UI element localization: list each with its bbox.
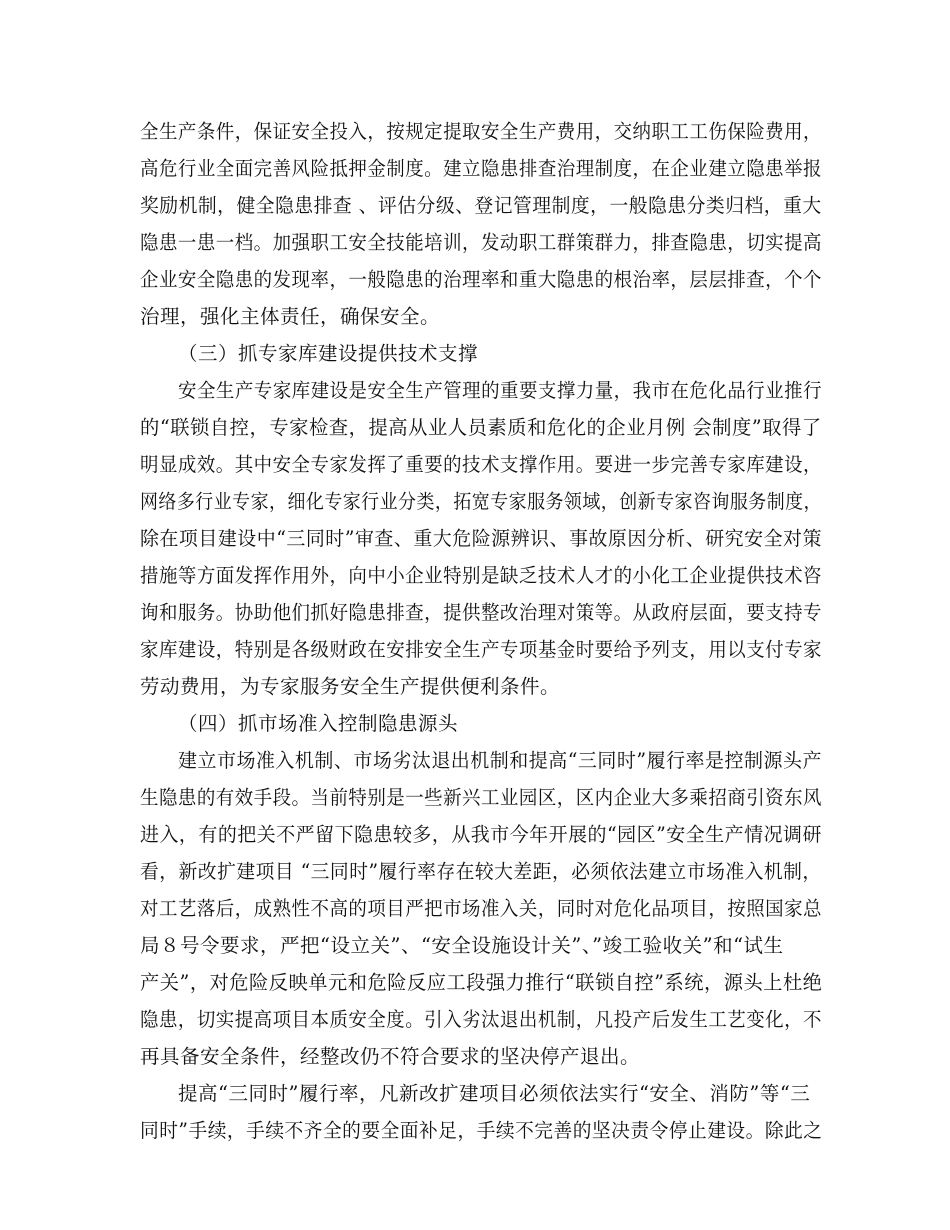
text-line: 企业安全隐患的发现率，一般隐患的治理率和重大隐患的根治率，层层排查，个个 [140, 268, 822, 291]
text-line: 明显成效。其中安全专家发挥了重要的技术支撑作用。要进一步完善专家库建设， [140, 453, 822, 476]
text-line: 同时”手续，手续不齐全的要全面补足，手续不完善的坚决责令停止建设。除此之 [140, 1119, 823, 1142]
text-line: 安全生产专家库建设是安全生产管理的重要支撑力量，我市在危化品行业推行 [178, 379, 823, 402]
text-line: 询和服务。协助他们抓好隐患排查，提供整改治理对策等。从政府层面，要支持专 [140, 601, 822, 624]
text-line: 隐患一患一档。加强职工安全技能培训，发动职工群策群力，排查隐患，切实提高 [140, 231, 822, 254]
text-line: 家库建设，特别是各级财政在安排安全生产专项基金时要给予列支，用以支付专家 [140, 638, 822, 661]
text-line: 产关”，对危险反映单元和危险反应工段强力推行“联锁自控”系统，源头上杜绝 [140, 971, 823, 994]
text-line: 措施等方面发挥作用外，向中小企业特别是缺乏技术人才的小化工企业提供技术咨 [140, 564, 822, 587]
text-line: 隐患，切实提高项目本质安全度。引入劣汰退出机制，凡投产后发生工艺变化，不 [140, 1008, 822, 1031]
text-line: 的“联锁自控，专家检查，提高从业人员素质和危化的企业月例 会制度”取得了 [140, 416, 822, 439]
text-line: 高危行业全面完善风险抵押金制度。建立隐患排查治理制度，在企业建立隐患举报 [140, 157, 822, 180]
text-line: 看，新改扩建项目 “三同时”履行率存在较大差距，必须依法建立市场准入机制， [140, 860, 822, 883]
text-line: 再具备安全条件，经整改仍不符合要求的坚决停产退出。 [140, 1045, 641, 1068]
text-line: 建立市场准入机制、市场劣汰退出机制和提高“三同时”履行率是控制源头产 [178, 749, 822, 772]
text-line: 全生产条件，保证安全投入，按规定提取安全生产费用，交纳职工工伤保险费用， [140, 120, 822, 143]
text-line: 对工艺落后，成熟性不高的项目严把市场准入关，同时对危化品项目，按照国家总 [140, 897, 822, 920]
text-line: 生隐患的有效手段。当前特别是一些新兴工业园区，区内企业大多乘招商引资东风 [140, 786, 822, 809]
section-heading: （三）抓专家库建设提供技术支撑 [178, 342, 479, 365]
text-line: 局８号令要求，严把“设立关”、“安全设施设计关”、”竣工验收关”和“试生 [140, 934, 784, 957]
text-line: 劳动费用，为专家服务安全生产提供便利条件。 [140, 675, 561, 698]
section-heading: （四）抓市场准入控制隐患源头 [178, 712, 459, 735]
text-line: 网络多行业专家，细化专家行业分类，拓宽专家服务领域，创新专家咨询服务制度， [140, 490, 822, 513]
text-line: 奖励机制，健全隐患排查 、评估分级、登记管理制度，一般隐患分类归档，重大 [140, 194, 822, 217]
text-line: 提高“三同时”履行率，凡新改扩建项目必须依法实行“安全、消防”等“三 [178, 1082, 811, 1105]
text-line: 治理，强化主体责任，确保安全。 [140, 305, 441, 328]
text-line: 除在项目建设中“三同时”审查、重大危险源辨识、事故原因分析、研究安全对策 [140, 527, 822, 550]
text-line: 进入，有的把关不严留下隐患较多，从我市今年开展的“园区”安全生产情况调研 [140, 823, 822, 846]
